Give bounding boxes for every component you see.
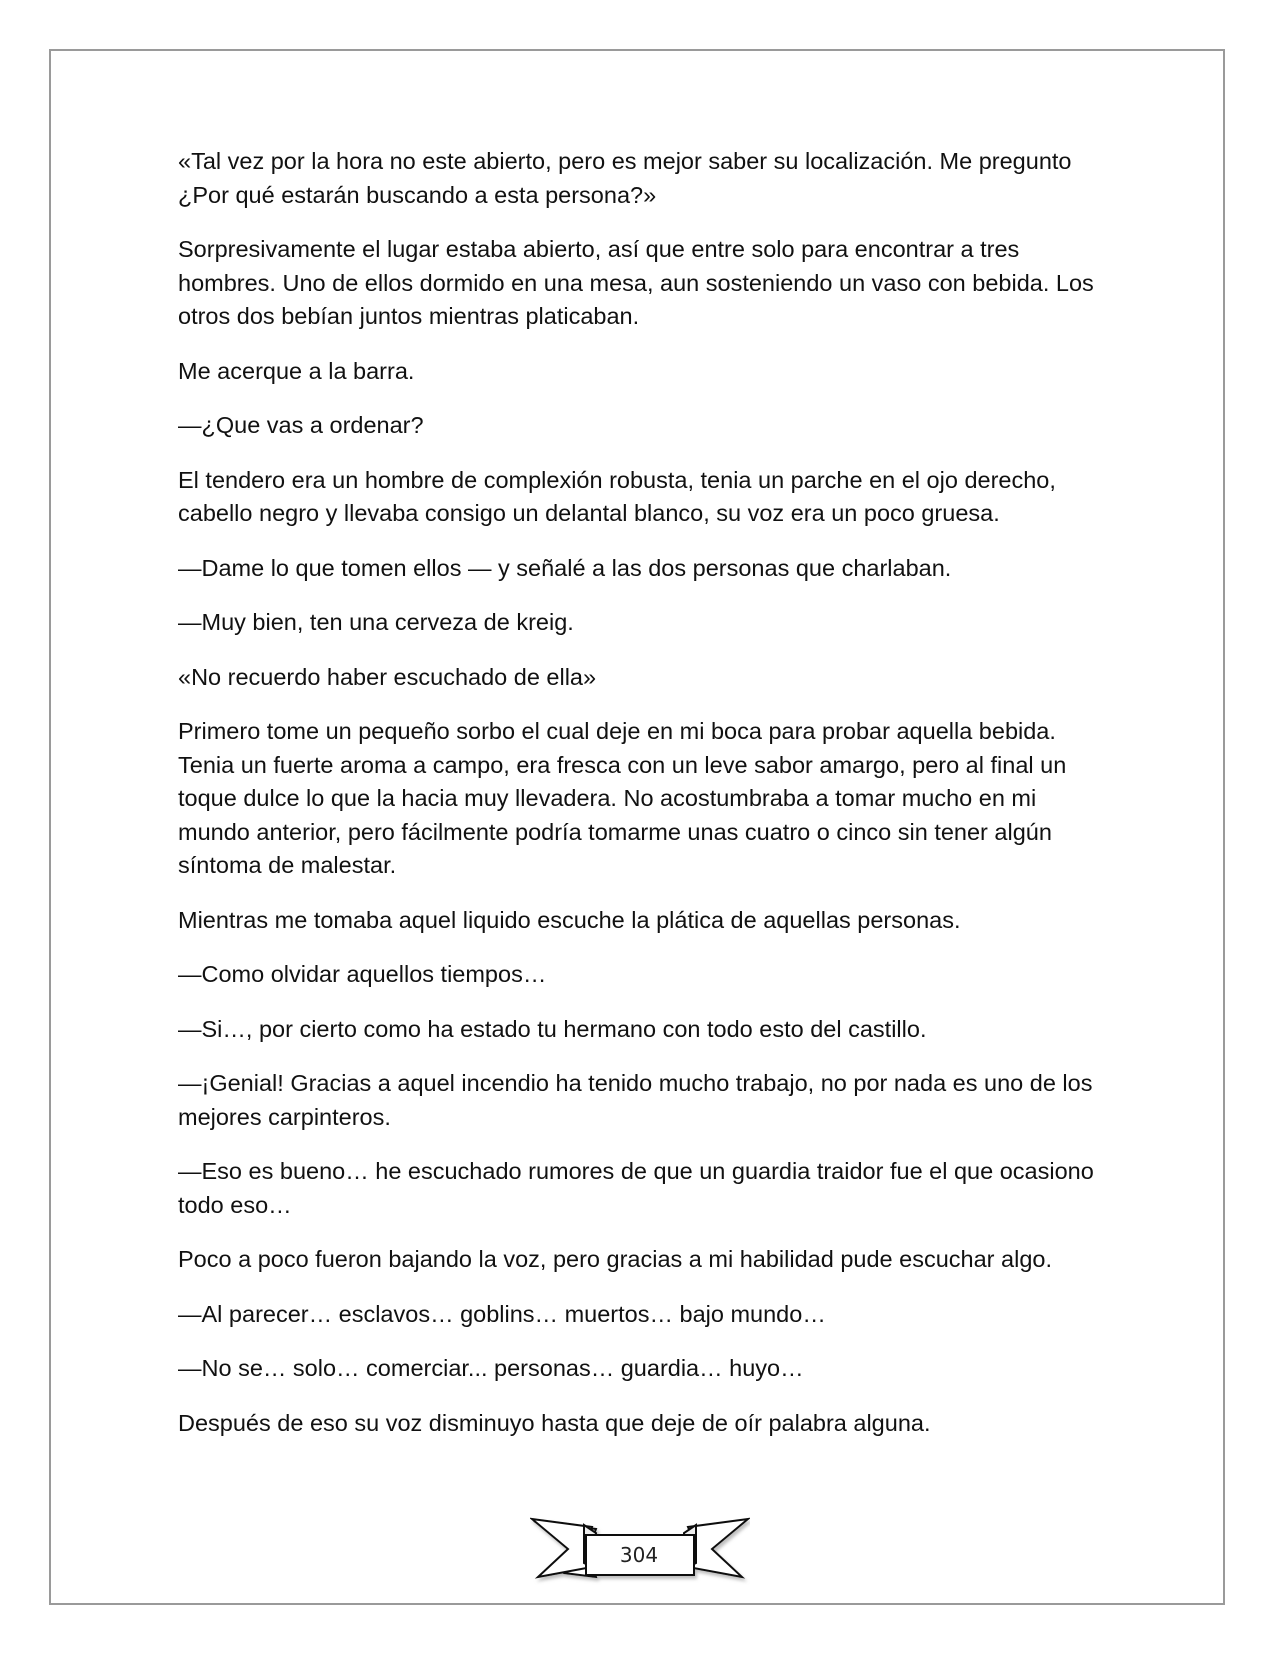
paragraph: —¡Genial! Gracias a aquel incendio ha tenido mucho trabajo, no por nada es uno de los mejores carpinteros. — [178, 1070, 1093, 1130]
paragraph: —Si…, por cierto como ha estado tu hermano con todo esto del castillo. — [178, 1015, 927, 1042]
page-number: 304 — [619, 1543, 659, 1567]
paragraph: —Dame lo que tomen ellos — y señalé a las dos personas que charlaban. — [178, 554, 952, 581]
body-text — [178, 145, 1108, 1461]
paragraph: Después de eso su voz disminuyo hasta que deje de oír palabra alguna. — [178, 1409, 931, 1436]
paragraph: Me acerque a la barra. — [178, 357, 415, 384]
paragraph: Sorpresivamente el lugar estaba abierto, así que entre solo para encontrar a tres hombres. Uno de ellos dormido en una mesa, aun sosteniendo un vaso con bebida. Los otros dos bebían juntos mientras platicaban. — [178, 236, 1094, 329]
paragraph: —No se… solo… comerciar... personas… guardia… huyo… — [178, 1355, 804, 1381]
paragraph: Primero tome un pequeño sorbo el cual deje en mi boca para probar aquella bebida. Tenia un fuerte aroma a campo, era fresca con un leve sabor amargo, pero al final un toque dulce lo que la hacia muy llevadera. No acostumbraba a tomar mucho en mi mundo anterior, pero fácilmente podría tomarme unas cuatro o cinco sin tener algún síntoma de malestar. — [178, 718, 1067, 878]
paragraph: —Eso es bueno… he escuchado rumores de que un guardia traidor fue el que ocasiono todo eso… — [178, 1158, 1094, 1218]
paragraph: —Al parecer… esclavos… goblins… muertos… bajo mundo… — [178, 1300, 826, 1327]
paragraph: «Tal vez por la hora no este abierto, pero es mejor saber su localización. Me pregunto ¿Por qué estarán buscando a esta persona?» — [178, 148, 1072, 208]
paragraph: El tendero era un hombre de complexión robusta, tenia un parche en el ojo derecho, cabello negro y llevaba consigo un delantal blanco, su voz era un poco gruesa. — [178, 466, 1056, 526]
paragraph: «No recuerdo haber escuchado de ella» — [178, 663, 597, 690]
paragraph: —Como olvidar aquellos tiempos… — [178, 961, 547, 987]
paragraph: —Muy bien, ten una cerveza de kreig. — [178, 609, 574, 635]
paragraph: Mientras me tomaba aquel liquido escuche la plática de aquellas personas. — [178, 906, 961, 933]
paragraph: Poco a poco fueron bajando la voz, pero gracias a mi habilidad pude escuchar algo. — [178, 1246, 1052, 1272]
paragraph: —¿Que vas a ordenar? — [178, 412, 424, 438]
